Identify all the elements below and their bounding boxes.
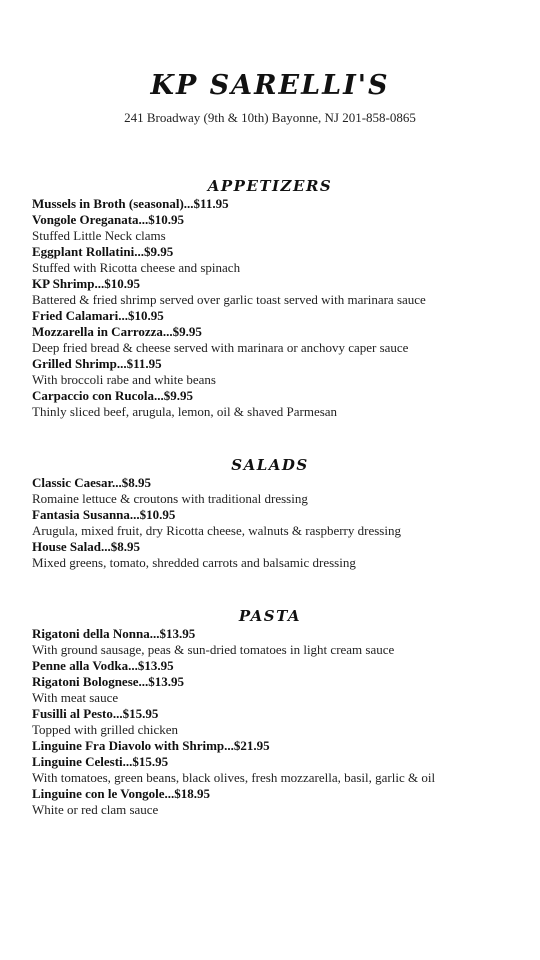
menu-item-description: Deep fried bread & cheese served with marinara or anchovy caper sauce	[32, 340, 409, 355]
menu-title: KP SARELLI'S	[150, 70, 390, 101]
menu-item-name: Linguine con le Vongole...$18.95	[32, 786, 211, 801]
section-heading-pasta: PASTA	[238, 607, 302, 625]
menu-item-description: With tomatoes, green beans, black olives, fresh mozzarella, basil, garlic & oil	[32, 770, 436, 785]
menu-item-name: Eggplant Rollatini...$9.95	[32, 244, 174, 259]
menu-item-name: Grilled Shrimp...$11.95	[32, 356, 162, 371]
appetizers-section	[32, 176, 532, 420]
menu-item-name: Linguine Fra Diavolo with Shrimp...$21.95	[32, 738, 270, 753]
menu-item-description: Arugula, mixed fruit, dry Ricotta cheese, walnuts & raspberry dressing	[32, 523, 401, 538]
menu-item-description: Stuffed with Ricotta cheese and spinach	[32, 260, 241, 275]
menu-item-name: Carpaccio con Rucola...$9.95	[32, 388, 194, 403]
menu-item-name: Rigatoni della Nonna...$13.95	[32, 626, 196, 641]
menu-item-name: Vongole Oreganata...$10.95	[32, 212, 185, 227]
menu-item-description: Mixed greens, tomato, shredded carrots and balsamic dressing	[32, 555, 356, 570]
menu-item-description: Topped with grilled chicken	[32, 722, 179, 737]
menu-item-name: Mozzarella in Carrozza...$9.95	[32, 324, 202, 339]
menu-item-name: Rigatoni Bolognese...$13.95	[32, 674, 185, 689]
salads-section	[32, 455, 532, 571]
pasta-section	[32, 606, 532, 818]
menu-item-name: Mussels in Broth (seasonal)...$11.95	[32, 196, 229, 211]
section-heading-appetizers: APPETIZERS	[207, 177, 333, 195]
menu-item-description: Stuffed Little Neck clams	[32, 228, 166, 243]
section-heading-salads: SALADS	[231, 456, 309, 474]
menu-item-name: Penne alla Vodka...$13.95	[32, 658, 174, 673]
menu-item-description: With ground sausage, peas & sun-dried tomatoes in light cream sauce	[32, 642, 395, 657]
menu-item-name: Linguine Celesti...$15.95	[32, 754, 169, 769]
menu-item-description: With meat sauce	[32, 690, 119, 705]
menu-item-description: Thinly sliced beef, arugula, lemon, oil & shaved Parmesan	[32, 404, 338, 419]
menu-item-name: KP Shrimp...$10.95	[32, 276, 140, 291]
menu-item-description: Battered & fried shrimp served over garlic toast served with marinara sauce	[32, 292, 426, 307]
menu-item-name: Classic Caesar...$8.95	[32, 475, 152, 490]
menu-item-name: House Salad...$8.95	[32, 539, 140, 554]
menu-item-name: Fusilli al Pesto...$15.95	[32, 706, 159, 721]
menu-item-description: With broccoli rabe and white beans	[32, 372, 216, 387]
restaurant-address: 241 Broadway (9th & 10th) Bayonne, NJ 201-858-0865	[124, 110, 416, 125]
menu-item-description: White or red clam sauce	[32, 802, 159, 817]
menu-item-name: Fried Calamari...$10.95	[32, 308, 164, 323]
menu-item-description: Romaine lettuce & croutons with traditional dressing	[32, 491, 308, 506]
menu-item-name: Fantasia Susanna...$10.95	[32, 507, 176, 522]
